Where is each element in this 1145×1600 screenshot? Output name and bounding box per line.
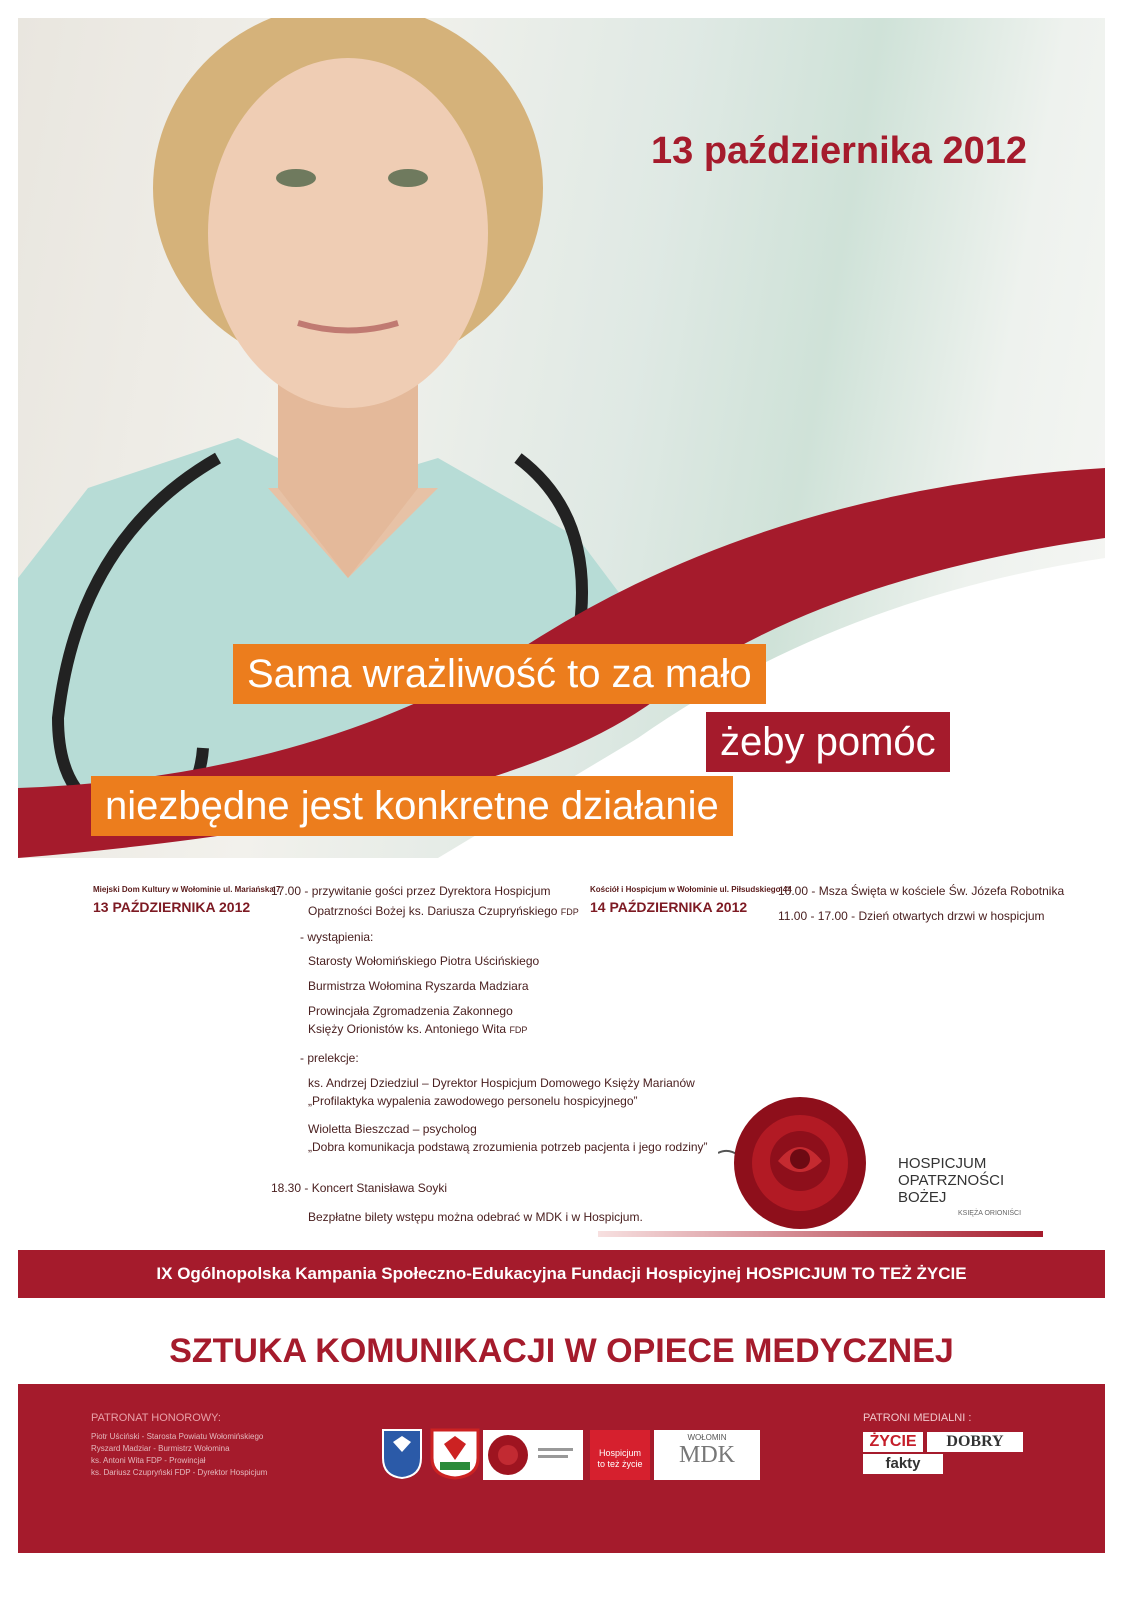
county-crest-icon: [381, 1428, 423, 1480]
program-line: Prowincjała Zgromadzenia Zakonnego: [308, 1004, 513, 1018]
program-line: 11.00 - 17.00 - Dzień otwartych drzwi w hospicjum: [778, 909, 1045, 923]
mdk-logo-tile: WOŁOMIN MDK: [654, 1430, 760, 1480]
dobry-logo: DOBRY: [927, 1432, 1023, 1452]
media-patrons-title: PATRONI MEDIALNI :: [863, 1412, 972, 1424]
program-line: ks. Andrzej Dziedziul – Dyrektor Hospicjum Domowego Księży Marianów: [308, 1076, 695, 1090]
program-line: 18.30 - Koncert Stanisława Soyki: [271, 1181, 448, 1195]
hospicjum-to-tez-zycie-logo: Hospicjum to też życie: [590, 1430, 650, 1480]
program-line: Burmistrza Wołomina Ryszarda Madziara: [308, 979, 529, 993]
program-line: - wystąpienia:: [300, 930, 374, 944]
patronage-line: Piotr Uściński - Starosta Powiatu Wołomińskiego: [91, 1432, 264, 1441]
hospice-logo-subtitle: KSIĘŻA ORIONIŚCI: [958, 1210, 1022, 1217]
patronage-title: PATRONAT HONOROWY:: [91, 1412, 221, 1424]
patronage-line: Ryszard Madziar - Burmistrz Wołomina: [91, 1444, 230, 1453]
town-crest-icon: [430, 1428, 480, 1480]
poster: [18, 18, 1105, 1553]
program-line: 10.00 - Msza Święta w kościele Św. Józefa Robotnika: [778, 884, 1065, 898]
program-line: Bezpłatne bilety wstępu można odebrać w MDK i w Hospicjum.: [308, 1210, 643, 1224]
program-line: „Profilaktyka wypalenia zawodowego personelu hospicyjnego”: [308, 1094, 638, 1108]
fakty-logo: fakty: [863, 1454, 943, 1474]
slogan-line-2: żeby pomóc: [706, 712, 950, 772]
campaign-banner: IX Ogólnopolska Kampania Społeczno-Edukacyjna Fundacji Hospicyjnej HOSPICJUM TO TEŻ ŻYCIE: [18, 1250, 1105, 1298]
program-line: Starosty Wołomińskiego Piotra Uścińskiego: [308, 954, 540, 968]
day1-venue: Miejski Dom Kultury w Wołominie ul. Mariańska 7: [93, 885, 281, 894]
day2-date: 14 PAŹDZIERNIKA 2012: [590, 899, 748, 915]
program-line: - prelekcje:: [300, 1051, 359, 1065]
program-line: 17.00 - przywitanie gości przez Dyrektora Hospicjum: [271, 884, 551, 898]
foundation-logo-tile: [483, 1430, 583, 1480]
slogan-line-1: Sama wrażliwość to za mało: [233, 644, 766, 704]
campaign-headline: SZTUKA KOMUNIKACJI W OPIECE MEDYCZNEJ: [169, 1332, 954, 1370]
zycie-logo: ŻYCIE: [863, 1432, 923, 1452]
program-line: Wioletta Bieszczad – psycholog: [308, 1122, 477, 1136]
day1-date: 13 PAŹDZIERNIKA 2012: [93, 899, 251, 915]
patronage-line: ks. Dariusz Czupryński FDP - Dyrektor Hospicjum: [91, 1468, 268, 1477]
divider-line: [598, 1231, 1043, 1237]
program-line: „Dobra komunikacja podstawą zrozumienia potrzeb pacjenta i jego rodziny”: [308, 1140, 708, 1154]
media-logos: [863, 1432, 1023, 1474]
program-line: Opatrzności Bożej ks. Dariusza Czupryńskiego FDP: [308, 904, 579, 918]
rose-icon: [483, 1430, 583, 1480]
slogan-line-3: niezbędne jest konkretne działanie: [91, 776, 733, 836]
patronage-line: ks. Antoni Wita FDP - Prowincjał: [91, 1456, 206, 1465]
day2-venue: Kościół i Hospicjum w Wołominie ul. Piłsudskiego 44: [590, 885, 792, 894]
program-line: Księży Orionistów ks. Antoniego Wita FDP: [308, 1022, 528, 1036]
hospice-logo-text: HOSPICJUM OPATRZNOŚCI BOŻEJ: [898, 1155, 1005, 1206]
event-date-headline: 13 października 2012: [651, 130, 1027, 172]
